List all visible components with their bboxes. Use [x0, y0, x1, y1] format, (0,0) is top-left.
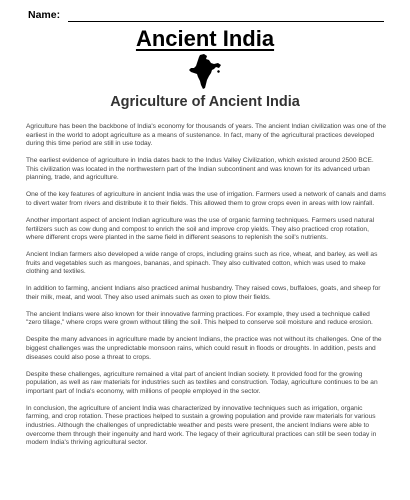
- paragraph-1: Agriculture has been the backbone of India's economy for thousands of years. The ancient Indian civilization was one of the earliest in the world to adopt agriculture as a means of sustenance. In fact, many of the agricultural practices developed during this time period are still in use today.: [26, 123, 386, 148]
- paragraph-5: Ancient Indian farmers also developed a wide range of crops, including grains such as rice, wheat, and barley, as well as fruits and vegetables such as mangoes, bananas, and spinach. They also cultivated cotton, which was used to make clothing and textiles.: [26, 251, 378, 276]
- page-title-text: Ancient India: [135, 26, 275, 51]
- paragraph-8: Despite the many advances in agriculture made by ancient Indians, the practice was not without its challenges. One of the biggest challenges was the unpredictable monsoon rains, which could result in floods or droughts. In addition, pests and diseases could also pose a threat to crops.: [26, 336, 382, 361]
- article-body: [26, 123, 386, 456]
- india-map-icon: [188, 54, 222, 90]
- name-row: [28, 9, 384, 23]
- paragraph-4: Another important aspect of ancient Indian agriculture was the use of organic farming techniques. Farmers used natural fertilizers such as cow dung and compost to enrich the soil and improve crop yields. They also practiced crop rotation, where different crops were planted in the same field in different seasons to replenish the soil's nutrients.: [26, 216, 375, 242]
- paragraph-10: In conclusion, the agriculture of ancient India was characterized by innovative techniques such as irrigation, organic farming, and crop rotation. These practices helped to sustain a growing population and provide raw materials for various industries. Although the challenges of unpredictable weather and pests were present, the ancient Indians were able to overcome them through their ingenuity and hard work. The legacy of their agricultural practices can still be seen today in modern India's thriving agricultural sector.: [26, 404, 377, 447]
- paragraph-7: The ancient Indians were also known for their innovative farming practices. For example, they used a technique called "zero tillage," where crops were grown without tilling the soil. This helped to conserve soil moisture and reduce erosion.: [26, 310, 373, 327]
- paragraph-3: One of the key features of agriculture in ancient India was the use of irrigation. Farmers used a network of canals and dams to divert water from rivers and distribute it to their fields. This allowed them to grow crops even in areas with low rainfall.: [26, 191, 386, 207]
- paragraph-6: In addition to farming, ancient Indians also practiced animal husbandry. They raised cows, buffaloes, goats, and sheep for their milk, meat, and wool. They also used animals such as oxen to plow their fields.: [26, 285, 381, 301]
- section-title: Agriculture of Ancient India: [110, 94, 300, 110]
- page-title: [0, 26, 410, 51]
- paragraph-9: Despite these challenges, agriculture remained a vital part of ancient Indian society. It provided food for the growing population, as well as raw materials for industries such as textiles and construction. Today, agriculture continues to be an important part of India's economy, with millions of people employed in the sector.: [26, 370, 378, 395]
- name-label: Name:: [28, 9, 61, 21]
- name-entry-line[interactable]: [68, 21, 384, 22]
- paragraph-2: The earliest evidence of agriculture in India dates back to the Indus Valley Civilization, which existed around 2500 BCE. This civilization was located in the northwestern part of the Indian subcontinent and was known for its advanced urban planning, trade, and agriculture.: [26, 157, 374, 182]
